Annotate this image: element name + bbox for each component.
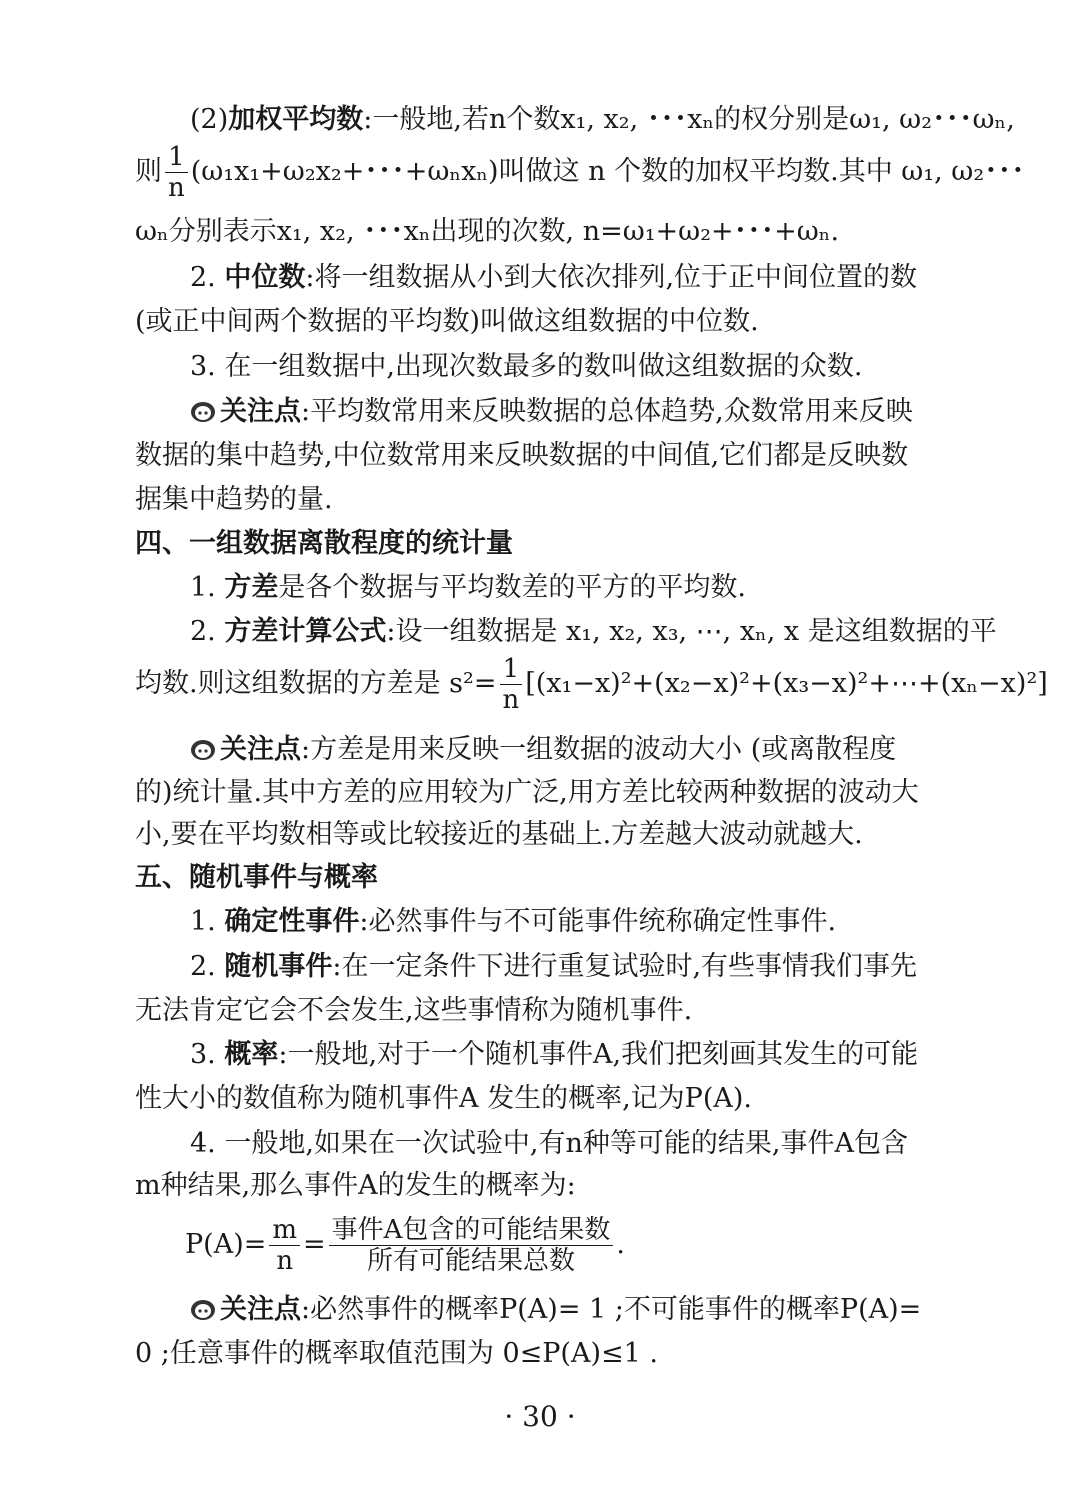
fraction-numerator: 1 xyxy=(500,656,523,685)
colon: : xyxy=(386,616,396,647)
item-number: (2) xyxy=(190,104,229,135)
attention-icon xyxy=(190,1299,216,1321)
item-number: 1. xyxy=(190,906,225,937)
item-number: 2. xyxy=(190,262,225,293)
item-number: 3. xyxy=(190,1039,225,1070)
fraction-m-over-n xyxy=(269,1217,300,1274)
fraction-numerator: 事件A包含的可能结果数 xyxy=(329,1217,614,1246)
text: (或正中间两个数据的平均数)叫做这组数据的中位数. xyxy=(135,306,759,337)
colon: : xyxy=(305,262,315,293)
fraction-denominator: n xyxy=(502,685,520,715)
formula-text: (ω₁x₁+ω₂x₂+･･･+ωₙxₙ)叫做这 n 个数的加权平均数.其中 ω₁, ω₂･･･ xyxy=(190,156,1025,187)
item-number: 2. xyxy=(190,951,225,982)
note-text: 方差是用来反映一组数据的波动大小 (或离散程度 xyxy=(310,734,897,765)
fraction-denominator: n xyxy=(168,173,185,203)
definition-text: 是各个数据与平均数差的平方的平均数. xyxy=(278,572,746,603)
note-text: 的)统计量.其中方差的应用较为广泛,用方差比较两种数据的波动大 xyxy=(135,777,919,808)
weighted-mean-line-3 xyxy=(135,212,950,252)
colon: : xyxy=(332,951,342,982)
colon: : xyxy=(278,1039,288,1070)
colon: : xyxy=(359,906,369,937)
term-probability: 概率 xyxy=(224,1039,279,1070)
definition-text: 设一组数据是 x₁, x₂, x₃, ⋯, xₙ, x 是这组数据的平 xyxy=(395,616,997,647)
note-3-line-2 xyxy=(135,1334,950,1374)
fraction-denominator: n xyxy=(276,1246,294,1276)
attention-icon xyxy=(190,401,216,423)
weighted-mean-line-2 xyxy=(135,140,1025,204)
note-2-line-2 xyxy=(135,773,950,813)
fraction-outcomes xyxy=(329,1217,614,1274)
note-label: 关注点 xyxy=(220,396,301,427)
note-text: 0 ;任意事件的概率取值范围为 0≤P(A)≤1 . xyxy=(135,1338,658,1369)
fraction-one-over-n xyxy=(165,144,188,201)
note-text: 必然事件的概率P(A)= 1 ;不可能事件的概率P(A)= xyxy=(310,1294,922,1325)
formula-text: [(x₁−x)²+(x₂−x)²+(x₃−x)²+⋯+(xₙ−x)²] xyxy=(525,668,1048,699)
text: 4. 一般地,如果在一次试验中,有n种等可能的结果,事件A包含 xyxy=(190,1128,908,1159)
term-median: 中位数 xyxy=(224,262,306,293)
term-variance-formula: 方差计算公式 xyxy=(224,616,387,647)
period: . xyxy=(616,1229,626,1260)
note-label: 关注点 xyxy=(220,734,301,765)
note-3-line-1 xyxy=(190,1290,950,1330)
definition-text: 一般地,若n个数x₁, x₂, ･･･xₙ的权分别是ω₁, ω₂･･･ωₙ, xyxy=(372,104,1015,135)
attention-icon xyxy=(190,739,216,761)
text: 均数.则这组数据的方差是 s²= xyxy=(135,668,497,699)
note-2-line-1 xyxy=(190,730,950,770)
text: 3. 在一组数据中,出现次数最多的数叫做这组数据的众数. xyxy=(190,351,863,382)
median-line-2 xyxy=(135,302,950,342)
note-label: 关注点 xyxy=(220,1294,301,1325)
colon: : xyxy=(363,104,373,135)
colon: : xyxy=(301,396,311,427)
term-deterministic-event: 确定性事件 xyxy=(224,906,360,937)
note-1-line-1 xyxy=(190,392,950,432)
fraction-numerator: m xyxy=(269,1217,300,1246)
item-number: 1. xyxy=(190,572,225,603)
term-random-event: 随机事件 xyxy=(224,951,333,982)
variance-formula-line-1 xyxy=(190,612,997,652)
text: m种结果,那么事件A的发生的概率为: xyxy=(135,1170,576,1201)
colon: : xyxy=(301,734,311,765)
note-1-line-2 xyxy=(135,436,950,476)
text: 则 xyxy=(135,156,162,187)
variance-definition xyxy=(190,568,950,608)
random-event-line-2 xyxy=(135,991,950,1031)
definition-text: 将一组数据从小到大依次排列,位于正中间位置的数 xyxy=(314,262,918,293)
definition-text: 必然事件与不可能事件统称确定性事件. xyxy=(368,906,837,937)
median-line-1 xyxy=(190,258,950,298)
weighted-mean-line-1 xyxy=(190,100,1015,140)
term-weighted-mean: 加权平均数 xyxy=(228,104,364,135)
colon: : xyxy=(301,1294,311,1325)
formula-lhs: P(A)= xyxy=(185,1229,267,1260)
mode-line xyxy=(190,347,950,387)
text: ωₙ分别表示x₁, x₂, ･･･xₙ出现的次数, n=ω₁+ω₂+･･･+ωₙ. xyxy=(135,216,840,247)
classical-probability-line-1 xyxy=(190,1124,950,1164)
fraction-numerator: 1 xyxy=(165,144,188,173)
classical-probability-line-2 xyxy=(135,1166,950,1206)
probability-line-2 xyxy=(135,1079,950,1119)
definition-text: 在一定条件下进行重复试验时,有些事情我们事先 xyxy=(341,951,918,982)
note-text: 数据的集中趋势,中位数常用来反映数据的中间值,它们都是反映数 xyxy=(135,440,909,471)
random-event-line-1 xyxy=(190,947,950,987)
section-5-heading: 五、随机事件与概率 xyxy=(135,862,378,893)
term-variance: 方差 xyxy=(224,572,279,603)
page-number: · 30 · xyxy=(504,1400,576,1433)
fraction-one-over-n xyxy=(499,656,522,713)
note-1-line-3 xyxy=(135,480,950,520)
note-text: 据集中趋势的量. xyxy=(135,484,333,515)
variance-formula-line-2 xyxy=(135,652,1048,716)
fraction-denominator: 所有可能结果总数 xyxy=(367,1246,576,1276)
note-2-line-3 xyxy=(135,815,950,855)
item-number: 2. xyxy=(190,616,225,647)
equals-sign: = xyxy=(303,1229,326,1260)
probability-line-1 xyxy=(190,1035,950,1075)
probability-formula xyxy=(185,1208,885,1282)
note-text: 小,要在平均数相等或比较接近的基础上.方差越大波动就越大. xyxy=(135,819,863,850)
section-4-heading: 四、一组数据离散程度的统计量 xyxy=(135,528,513,559)
definition-text: 一般地,对于一个随机事件A,我们把刻画其发生的可能 xyxy=(287,1039,919,1070)
text: 无法肯定它会不会发生,这些事情称为随机事件. xyxy=(135,995,693,1026)
text: 性大小的数值称为随机事件A 发生的概率,记为P(A). xyxy=(135,1083,752,1114)
deterministic-event xyxy=(190,902,950,942)
note-text: 平均数常用来反映数据的总体趋势,众数常用来反映 xyxy=(310,396,913,427)
